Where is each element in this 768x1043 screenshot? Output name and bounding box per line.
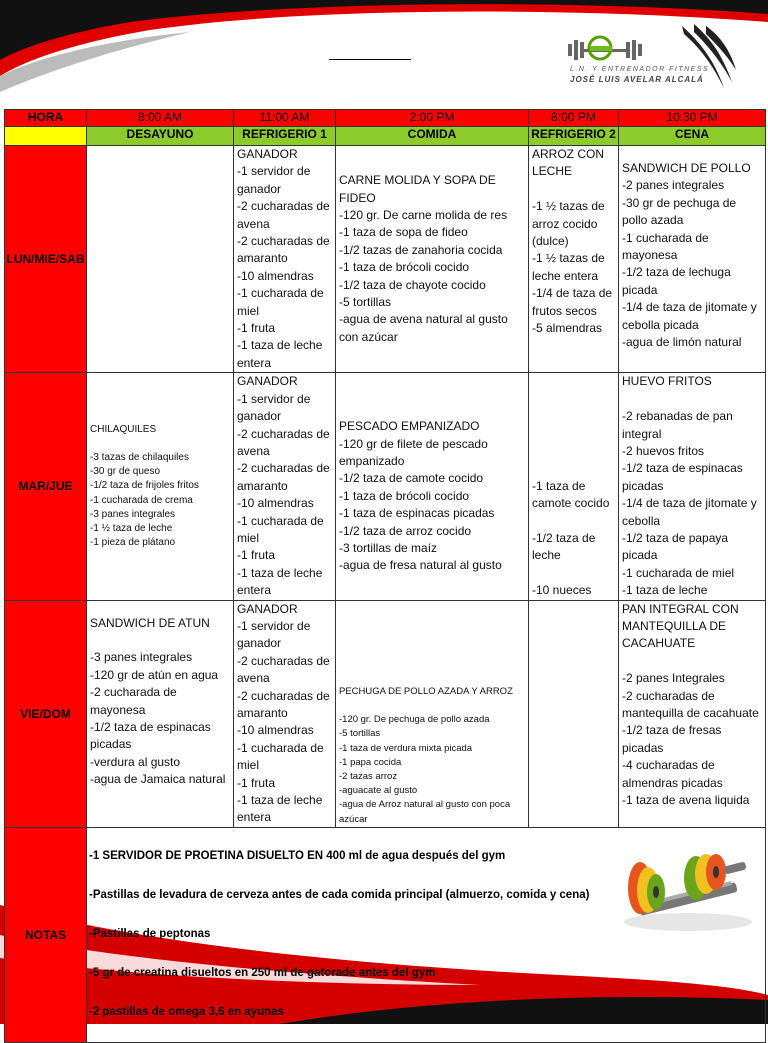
note-item: -Pastillas de levadura de cerveza antes de cada comida principal (almuerzo, comida y cena)	[89, 889, 590, 902]
time-cena: 10:30 PM	[619, 110, 766, 127]
day-label: MAR/JUE	[5, 373, 87, 600]
note-item: -1 SERVIDOR DE PROETINA DISUELTO EN 400 ml de agua después del gym	[89, 850, 506, 863]
cell-comida: CARNE MOLIDA Y SOPA DE FIDEO -120 gr. De carne molida de res -1 taza de sopa de fideo -1/2 tazas de zanahoria cocida -1 taza de brócoli cocido -1/2 taza de chayote cocido -5 tortillas -agua de avena natural al gusto con azúcar	[336, 146, 529, 373]
dumbbell-image	[618, 842, 754, 934]
note-item: -Pastillas de peptonas	[89, 928, 211, 941]
table-row	[5, 373, 766, 600]
cell-refrigerio1: GANADOR -1 servidor de ganador -2 cucharadas de avena -2 cucharadas de amaranto -10 almendras -1 cucharada de miel -1 fruta -1 taza de leche entera	[234, 146, 336, 373]
time-refrigerio1: 11:00 AM	[234, 110, 336, 127]
meal-desayuno: DESAYUNO	[87, 127, 234, 146]
notes-label: NOTAS	[5, 827, 87, 1043]
cell-comida: PECHUGA DE POLLO AZADA Y ARROZ -120 gr. De pechuga de pollo azada -5 tortillas -1 taza de verdura mixta picada -1 papa cocida -2 tazas arroz -aguacate al gusto -agua de Arroz natural al gusto con poca azúcar	[336, 600, 529, 827]
logo-subtitle: L.N. Y ENTRENADOR FITNESS	[570, 66, 710, 73]
cell-comida: PESCADO EMPANIZADO -120 gr de filete de pescado empanizado -1/2 taza de camote cocido -1 taza de brócoli cocido -1 taza de espinacas picadas -1/2 taza de arroz cocido -3 tortillas de maíz -agua de fresa natural al gusto	[336, 373, 529, 600]
meal-header-row	[5, 127, 766, 146]
table-row	[5, 600, 766, 827]
meal-refrigerio1: REFRIGERIO 1	[234, 127, 336, 146]
corner-cell	[5, 127, 87, 146]
note-item: -2 pastillas de omega 3,6 en ayunas	[89, 1006, 284, 1019]
cell-refrigerio2: ARROZ CON LECHE -1 ½ tazas de arroz cocido (dulce) -1 ½ tazas de leche entera -1/4 de taza de frutos secos -5 almendras	[529, 146, 619, 373]
hora-label: HORA	[5, 110, 87, 127]
cell-cena: HUEVO FRITOS -2 rebanadas de pan integral -2 huevos fritos -1/2 taza de espinacas picadas -1/4 de taza de jitomate y cebolla -1/2 taza de papaya picada -1 cucharada de miel -1 taza de leche	[619, 373, 766, 600]
cell-cena: SANDWICH DE POLLO -2 panes integrales -30 gr de pechuga de pollo azada -1 cucharada de mayonesa -1/2 taza de lechuga picada -1/4 de taza de jitomate y cebolla picada -agua de limón natural	[619, 146, 766, 373]
table-row	[5, 146, 766, 373]
cell-refrigerio1: GANADOR -1 servidor de ganador -2 cucharadas de avena -2 cucharadas de amaranto -10 almendras -1 cucharada de miel -1 fruta -1 taza de leche entera	[234, 600, 336, 827]
time-desayuno: 8:00 AM	[87, 110, 234, 127]
meal-comida: COMIDA	[336, 127, 529, 146]
time-comida: 2:00 PM	[336, 110, 529, 127]
title-underline	[329, 59, 411, 60]
cell-cena: PAN INTEGRAL CON MANTEQUILLA DE CACAHUATE -2 panes Integrales -2 cucharadas de mantequilla de cacahuate -1/2 taza de fresas picadas -4 cucharadas de almendras picadas -1 taza de avena liquida	[619, 600, 766, 827]
time-refrigerio2: 8:00 PM	[529, 110, 619, 127]
note-item: -5 gr de creatina disueltos en 250 ml de gatorade antes del gym	[89, 967, 436, 980]
cell-refrigerio2: -1 taza de camote cocido -1/2 taza de leche -10 nueces	[529, 373, 619, 600]
day-label: VIE/DOM	[5, 600, 87, 827]
logo-name: JOSÉ LUIS AVELAR ALCALÁ	[570, 75, 704, 84]
meal-cena: CENA	[619, 127, 766, 146]
cell-desayuno: CHILAQUILES -3 tazas de chilaquiles -30 gr de queso -1/2 taza de frijoles fritos -1 cucharada de crema -3 panes integrales -1 ½ taza de leche -1 pieza de plátano	[87, 373, 234, 600]
meal-refrigerio2: REFRIGERIO 2	[529, 127, 619, 146]
brand-logo	[560, 28, 760, 90]
day-label: LUN/MIE/SAB	[5, 146, 87, 373]
cell-refrigerio2	[529, 600, 619, 827]
time-header-row	[5, 110, 766, 127]
cell-refrigerio1: GANADOR -1 servidor de ganador -2 cucharadas de avena -2 cucharadas de amaranto -10 almendras -1 cucharada de miel -1 fruta -1 taza de leche entera	[234, 373, 336, 600]
cell-desayuno	[87, 146, 234, 373]
cell-desayuno: SANDWICH DE ATUN -3 panes integrales -120 gr de atún en agua -2 cucharada de mayonesa -1/2 taza de espinacas picadas -verdura al gusto -agua de Jamaica natural	[87, 600, 234, 827]
